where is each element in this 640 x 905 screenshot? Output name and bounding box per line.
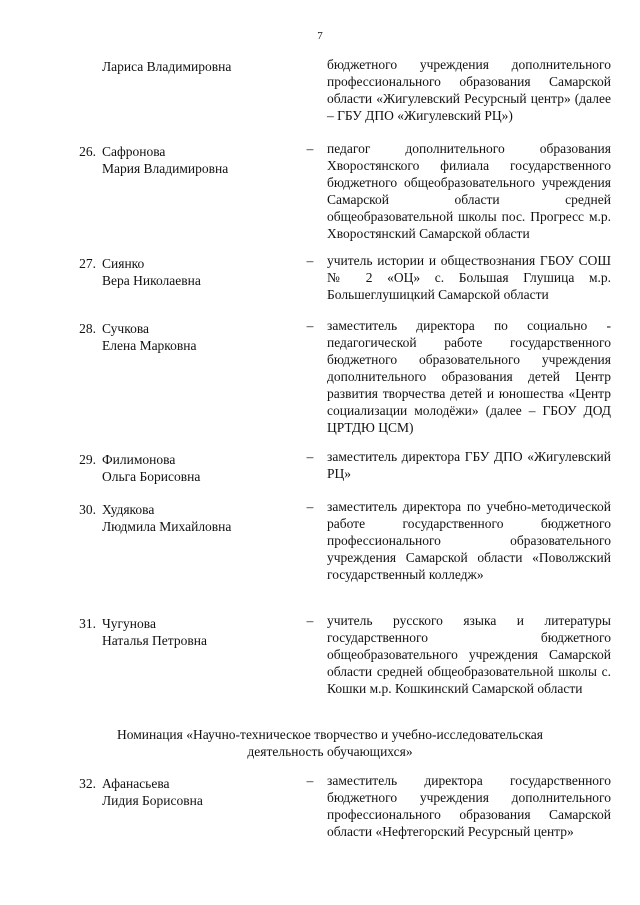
entry-name	[102, 615, 292, 649]
entry-name	[102, 255, 292, 289]
surname: Сучкова	[102, 321, 150, 336]
surname: Чугунова	[102, 616, 156, 631]
entry-dash: –	[306, 141, 314, 156]
entry-dash: –	[306, 449, 314, 464]
entry-name	[102, 775, 292, 809]
entry-description: заместитель директора государственного бюджетного учреждения дополнительного профессионального образования Самарской области «Нефтегорский Ресурсный центр»	[327, 773, 611, 839]
surname: Сиянко	[102, 256, 145, 271]
entry-description: бюджетного учреждения дополнительного профессионального образования Самарской области «Жигулевский Ресурсный центр» (далее – ГБУ ДПО «Жигулевский РЦ»)	[327, 57, 611, 123]
entry-name	[102, 143, 292, 177]
entry-dash: –	[306, 499, 314, 514]
entry-description: учитель истории и обществознания ГБОУ СОШ № 2 «ОЦ» с. Большая Глушица м.р. Большеглушицкий Самарской области	[327, 253, 611, 302]
entry-name	[102, 58, 292, 75]
surname: Сафронова	[102, 144, 166, 159]
entry-name	[102, 451, 292, 485]
entry-dash: –	[306, 318, 314, 333]
entry-number: 26.	[79, 144, 96, 159]
entry-number: 27.	[79, 256, 96, 271]
given-name: Елена Марковна	[102, 338, 197, 353]
entry-dash: –	[306, 253, 314, 268]
surname: Афанасьева	[102, 776, 170, 791]
given-name: Вера Николаевна	[102, 273, 201, 288]
entry-description: заместитель директора ГБУ ДПО «Жигулевский РЦ»	[327, 449, 611, 481]
entry-number: 31.	[79, 616, 96, 631]
entry-number: 28.	[79, 321, 96, 336]
surname: Худякова	[102, 502, 155, 517]
entry-name	[102, 320, 292, 354]
entry-dash: –	[306, 613, 314, 628]
page-number: 7	[317, 30, 323, 42]
entry-number: 30.	[79, 502, 96, 517]
given-name: Ольга Борисовна	[102, 469, 201, 484]
entry-name	[102, 501, 292, 535]
nomination-heading: Номинация «Научно-техническое творчество и учебно-исследовательская деятельность обучающихся»	[116, 727, 544, 759]
given-name: Мария Владимировна	[102, 161, 229, 176]
entry-description: заместитель директора по учебно-методической работе государственного бюджетного профессионального образовательного учреждения Самарской области «Поволжский государственный колледж»	[327, 499, 611, 582]
given-name: Наталья Петровна	[102, 633, 207, 648]
given-name: Людмила Михайловна	[102, 519, 232, 534]
surname: Филимонова	[102, 452, 176, 467]
entry-dash: –	[306, 773, 314, 788]
given-name: Лариса Владимировна	[102, 59, 232, 74]
entry-number: 32.	[79, 776, 96, 791]
entry-description: учитель русского языка и литературы государственного бюджетного общеобразовательного учреждения Самарской области средней общеобразовательной школы с. Кошки м.р. Кошкинский Самарской области	[327, 613, 611, 696]
entry-number: 29.	[79, 452, 96, 467]
entry-description: педагог дополнительного образования Хворостянского филиала государственного бюджетного общеобразовательного учреждения Самарской области средней общеобразовательной школы пос. Прогресс м.р. Хворостянский Самарской области	[327, 141, 611, 241]
entry-description: заместитель директора по социально - педагогической работе государственного бюджетного образовательного учреждения дополнительного образования детей Центр развития творчества детей и юношества «Центр социализации молодёжи» (далее – ГБОУ ДОД ЦРТДЮ ЦСМ)	[327, 318, 611, 435]
given-name: Лидия Борисовна	[102, 793, 203, 808]
